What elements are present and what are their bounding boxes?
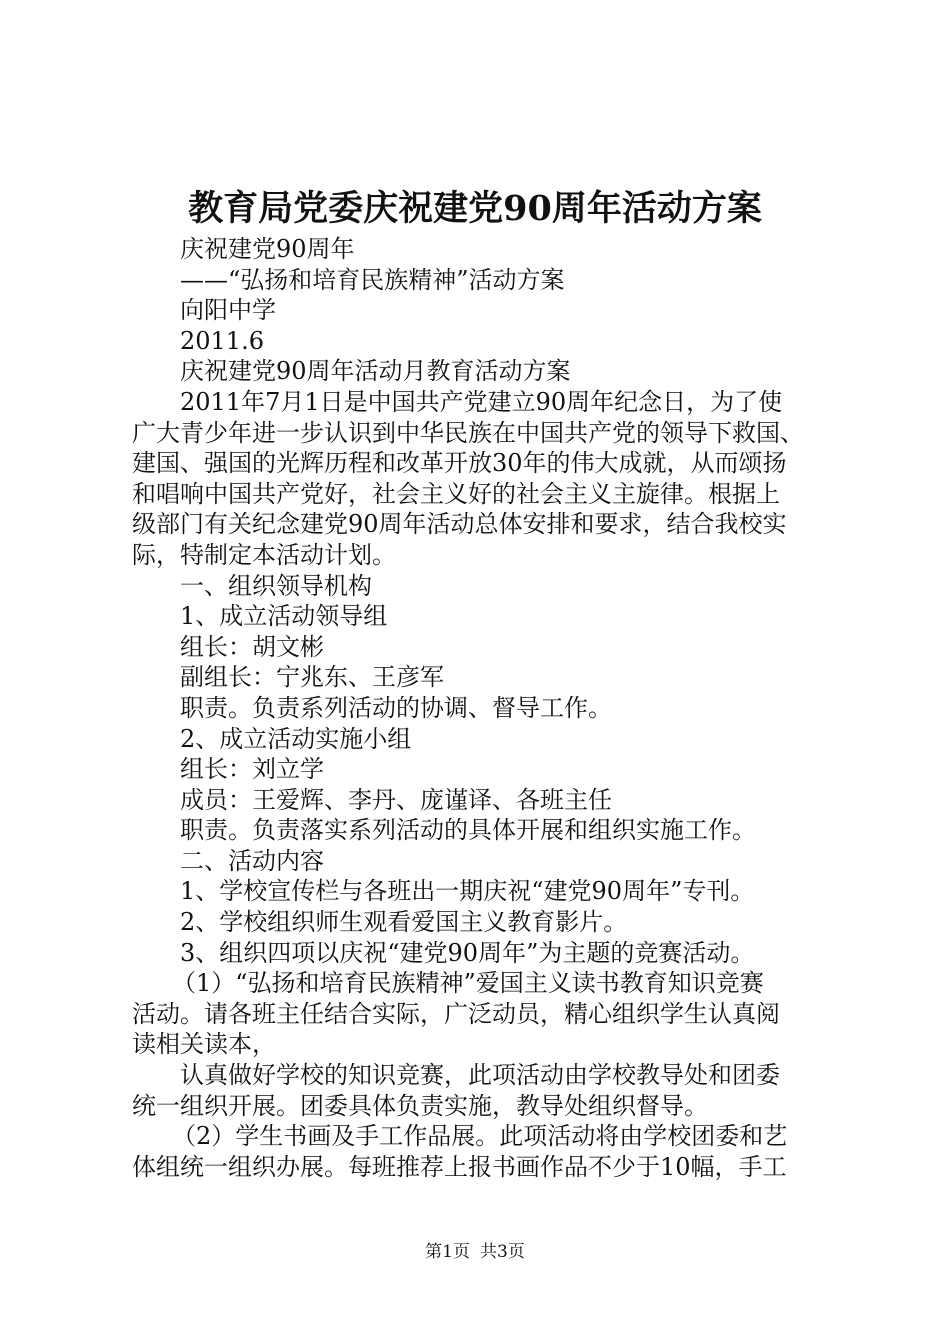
- body-line: 3、组织四项以庆祝“建党90周年”为主题的竞赛活动。: [180, 938, 755, 967]
- body-line: ——“弘扬和培育民族精神”活动方案: [180, 265, 565, 294]
- body-line: （1）“弘扬和培育民族精神”爱国主义读书教育知识竞赛: [172, 969, 764, 998]
- body-line: 庆祝建党90周年活动月教育活动方案: [180, 357, 571, 386]
- body-line: 广大青少年进一步认识到中华民族在中国共产党的领导下救国、: [132, 418, 804, 447]
- body-line: 活动。请各班主任结合实际，广泛动员，精心组织学生认真阅: [132, 999, 780, 1028]
- page-total: 共3页: [480, 1242, 525, 1262]
- body-line: 1、学校宣传栏与各班出一期庆祝“建党90周年”专刊。: [180, 877, 755, 906]
- body-line: 2、成立活动实施小组: [180, 724, 412, 753]
- body-line: 和唱响中国共产党好，社会主义好的社会主义主旋律。根据上: [132, 479, 780, 508]
- document-body: [132, 234, 832, 1182]
- page-number: 第1页: [425, 1242, 470, 1262]
- body-line: 统一组织开展。团委具体负责实施，教导处组织督导。: [132, 1091, 708, 1120]
- body-line: 二、活动内容: [180, 846, 324, 875]
- body-line: 庆祝建党90周年: [180, 235, 355, 263]
- body-line: 2、学校组织师生观看爱国主义教育影片。: [180, 908, 628, 937]
- body-line: 读相关读本，: [132, 1030, 276, 1059]
- body-line: 2011年7月1日是中国共产党建立90周年纪念日，为了使: [180, 387, 783, 416]
- body-line: 体组统一组织办展。每班推荐上报书画作品不少于10幅，手工: [132, 1152, 787, 1181]
- body-line: 副组长：宁兆东、王彦军: [180, 663, 444, 692]
- body-line: 建国、强国的光辉历程和改革开放30年的伟大成就，从而颂扬: [132, 449, 787, 478]
- document-title: 教育局党委庆祝建党90周年活动方案: [188, 188, 762, 229]
- body-line: 2011.6: [180, 326, 264, 355]
- page-footer: [0, 1240, 950, 1264]
- body-line: 组长：刘立学: [180, 755, 324, 784]
- body-line: 级部门有关纪念建党90周年活动总体安排和要求，结合我校实: [132, 510, 787, 539]
- body-line: 际，特制定本活动计划。: [132, 540, 396, 569]
- body-line: 职责。负责落实系列活动的具体开展和组织实施工作。: [180, 816, 756, 845]
- body-line: 1、成立活动领导组: [180, 602, 388, 631]
- body-line: 成员：王爱辉、李丹、庞谨译、各班主任: [180, 785, 612, 814]
- body-line: 向阳中学: [180, 296, 276, 325]
- body-line: 一、组织领导机构: [180, 571, 372, 600]
- body-line: 职责。负责系列活动的协调、督导工作。: [180, 693, 612, 722]
- body-line: 认真做好学校的知识竞赛，此项活动由学校教导处和团委: [180, 1061, 780, 1090]
- body-line: （2）学生书画及手工作品展。此项活动将由学校团委和艺: [172, 1122, 788, 1151]
- body-line: 组长：胡文彬: [180, 632, 324, 661]
